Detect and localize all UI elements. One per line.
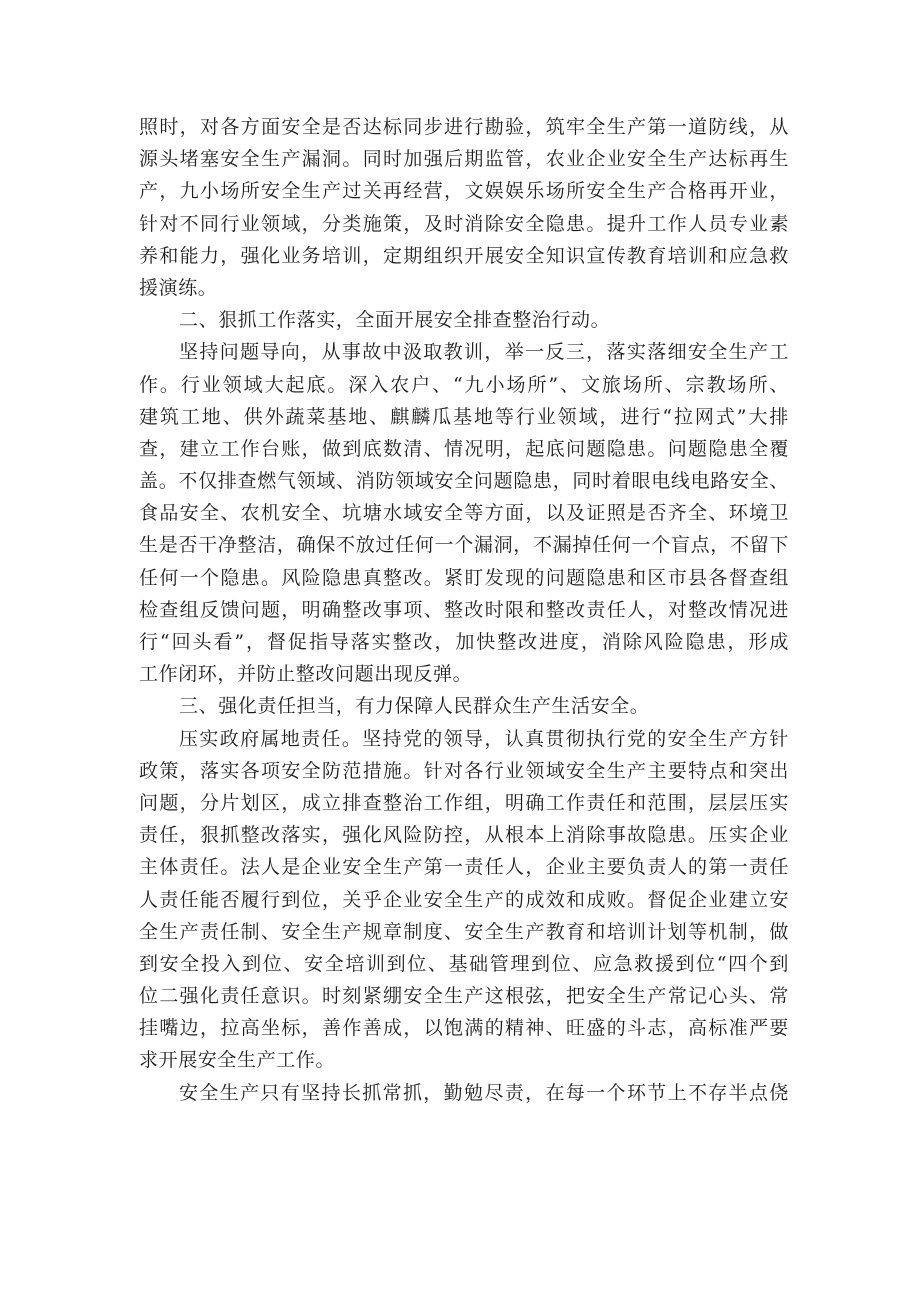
text-line: 挂嘴边，拉高坐标，善作善成，以饱满的精神、旺盛的斗志，高标准严要 xyxy=(139,1017,789,1040)
text-line: 问题，分片划区，成立排查整治工作组，明确工作责任和范围，层层压实 xyxy=(139,791,789,814)
text-line: 作。行业领域大起底。深入农户、“九小场所”、文旅场所、宗教场所、 xyxy=(139,373,789,396)
text-line: 行“回头看”，督促指导落实整改，加快整改进度，消除风险隐患，形成 xyxy=(139,631,789,653)
text-line: 任何一个隐患。风险隐患真整改。紧盯发现的问题隐患和区市县各督查组 xyxy=(139,566,789,589)
text-line: 盖。不仅排查燃气领域、消防领域安全问题隐患，同时着眼电线电路安全、 xyxy=(139,470,789,493)
text-line: 工作闭环，并防止整改问题出现反弹。 xyxy=(139,663,473,686)
text-line: 安全生产只有坚持长抓常抓，勤勉尽责，在每一个环节上不存半点侥 xyxy=(179,1081,789,1104)
text-line: 位二强化责任意识。时刻紧绷安全生产这根弦，把安全生产常记心头、常 xyxy=(139,985,789,1008)
text-line: 养和能力，强化业务培训，定期组织开展安全知识宣传教育培训和应急救 xyxy=(139,244,789,267)
text-line: 压实政府属地责任。坚持党的领导，认真贯彻执行党的安全生产方针 xyxy=(179,727,789,750)
text-line: 建筑工地、供外蔬菜基地、麒麟瓜基地等行业领域，进行“拉网式”大排 xyxy=(139,405,789,428)
text-line: 坚持问题导向，从事故中汲取教训，举一反三，落实落细安全生产工 xyxy=(179,341,789,364)
section-heading: 三、强化责任担当，有力保障人民群众生产生活安全。 xyxy=(179,695,650,718)
text-line: 生是否干净整洁，确保不放过任何一个漏洞，不漏掉任何一个盲点，不留下 xyxy=(139,534,789,557)
text-line: 源头堵塞安全生产漏洞。同时加强后期监管，农业企业安全生产达标再生 xyxy=(139,148,789,171)
text-line: 照时，对各方面安全是否达标同步进行勘验，筑牢全生产第一道防线，从 xyxy=(139,116,789,138)
document-body xyxy=(139,111,789,1109)
text-line: 全生产责任制、安全生产规章制度、安全生产教育和培训计划等机制，做 xyxy=(139,920,789,943)
text-line: 人责任能否履行到位，关乎企业安全生产的成效和成败。督促企业建立安 xyxy=(139,888,789,911)
section-heading: 二、狠抓工作落实，全面开展安全排查整治行动。 xyxy=(179,309,611,332)
text-line: 援演练。 xyxy=(139,276,218,299)
text-line: 主体责任。法人是企业安全生产第一责任人，企业主要负责人的第一责任 xyxy=(139,856,789,879)
text-line: 政策，落实各项安全防范措施。针对各行业领域安全生产主要特点和突出 xyxy=(139,759,789,782)
text-line: 责任，狠抓整改落实，强化风险防控，从根本上消除事故隐患。压实企业 xyxy=(139,824,789,847)
text-line: 求开展安全生产工作。 xyxy=(139,1049,336,1072)
text-line: 针对不同行业领域，分类施策，及时消除安全隐患。提升工作人员专业素 xyxy=(139,212,789,235)
text-line: 查，建立工作台账，做到底数清、情况明，起底问题隐患。问题隐患全覆 xyxy=(139,437,789,460)
text-line: 产，九小场所安全生产过关再经营，文娱娱乐场所安全生产合格再开业， xyxy=(139,180,789,203)
text-line: 到安全投入到位、安全培训到位、基础管理到位、应急救援到位“四个到 xyxy=(139,952,789,975)
text-line: 检查组反馈问题，明确整改事项、整改时限和整改责任人，对整改情况进 xyxy=(139,598,789,621)
text-line: 食品安全、农机安全、坑塘水域安全等方面，以及证照是否齐全、环境卫 xyxy=(139,502,789,525)
